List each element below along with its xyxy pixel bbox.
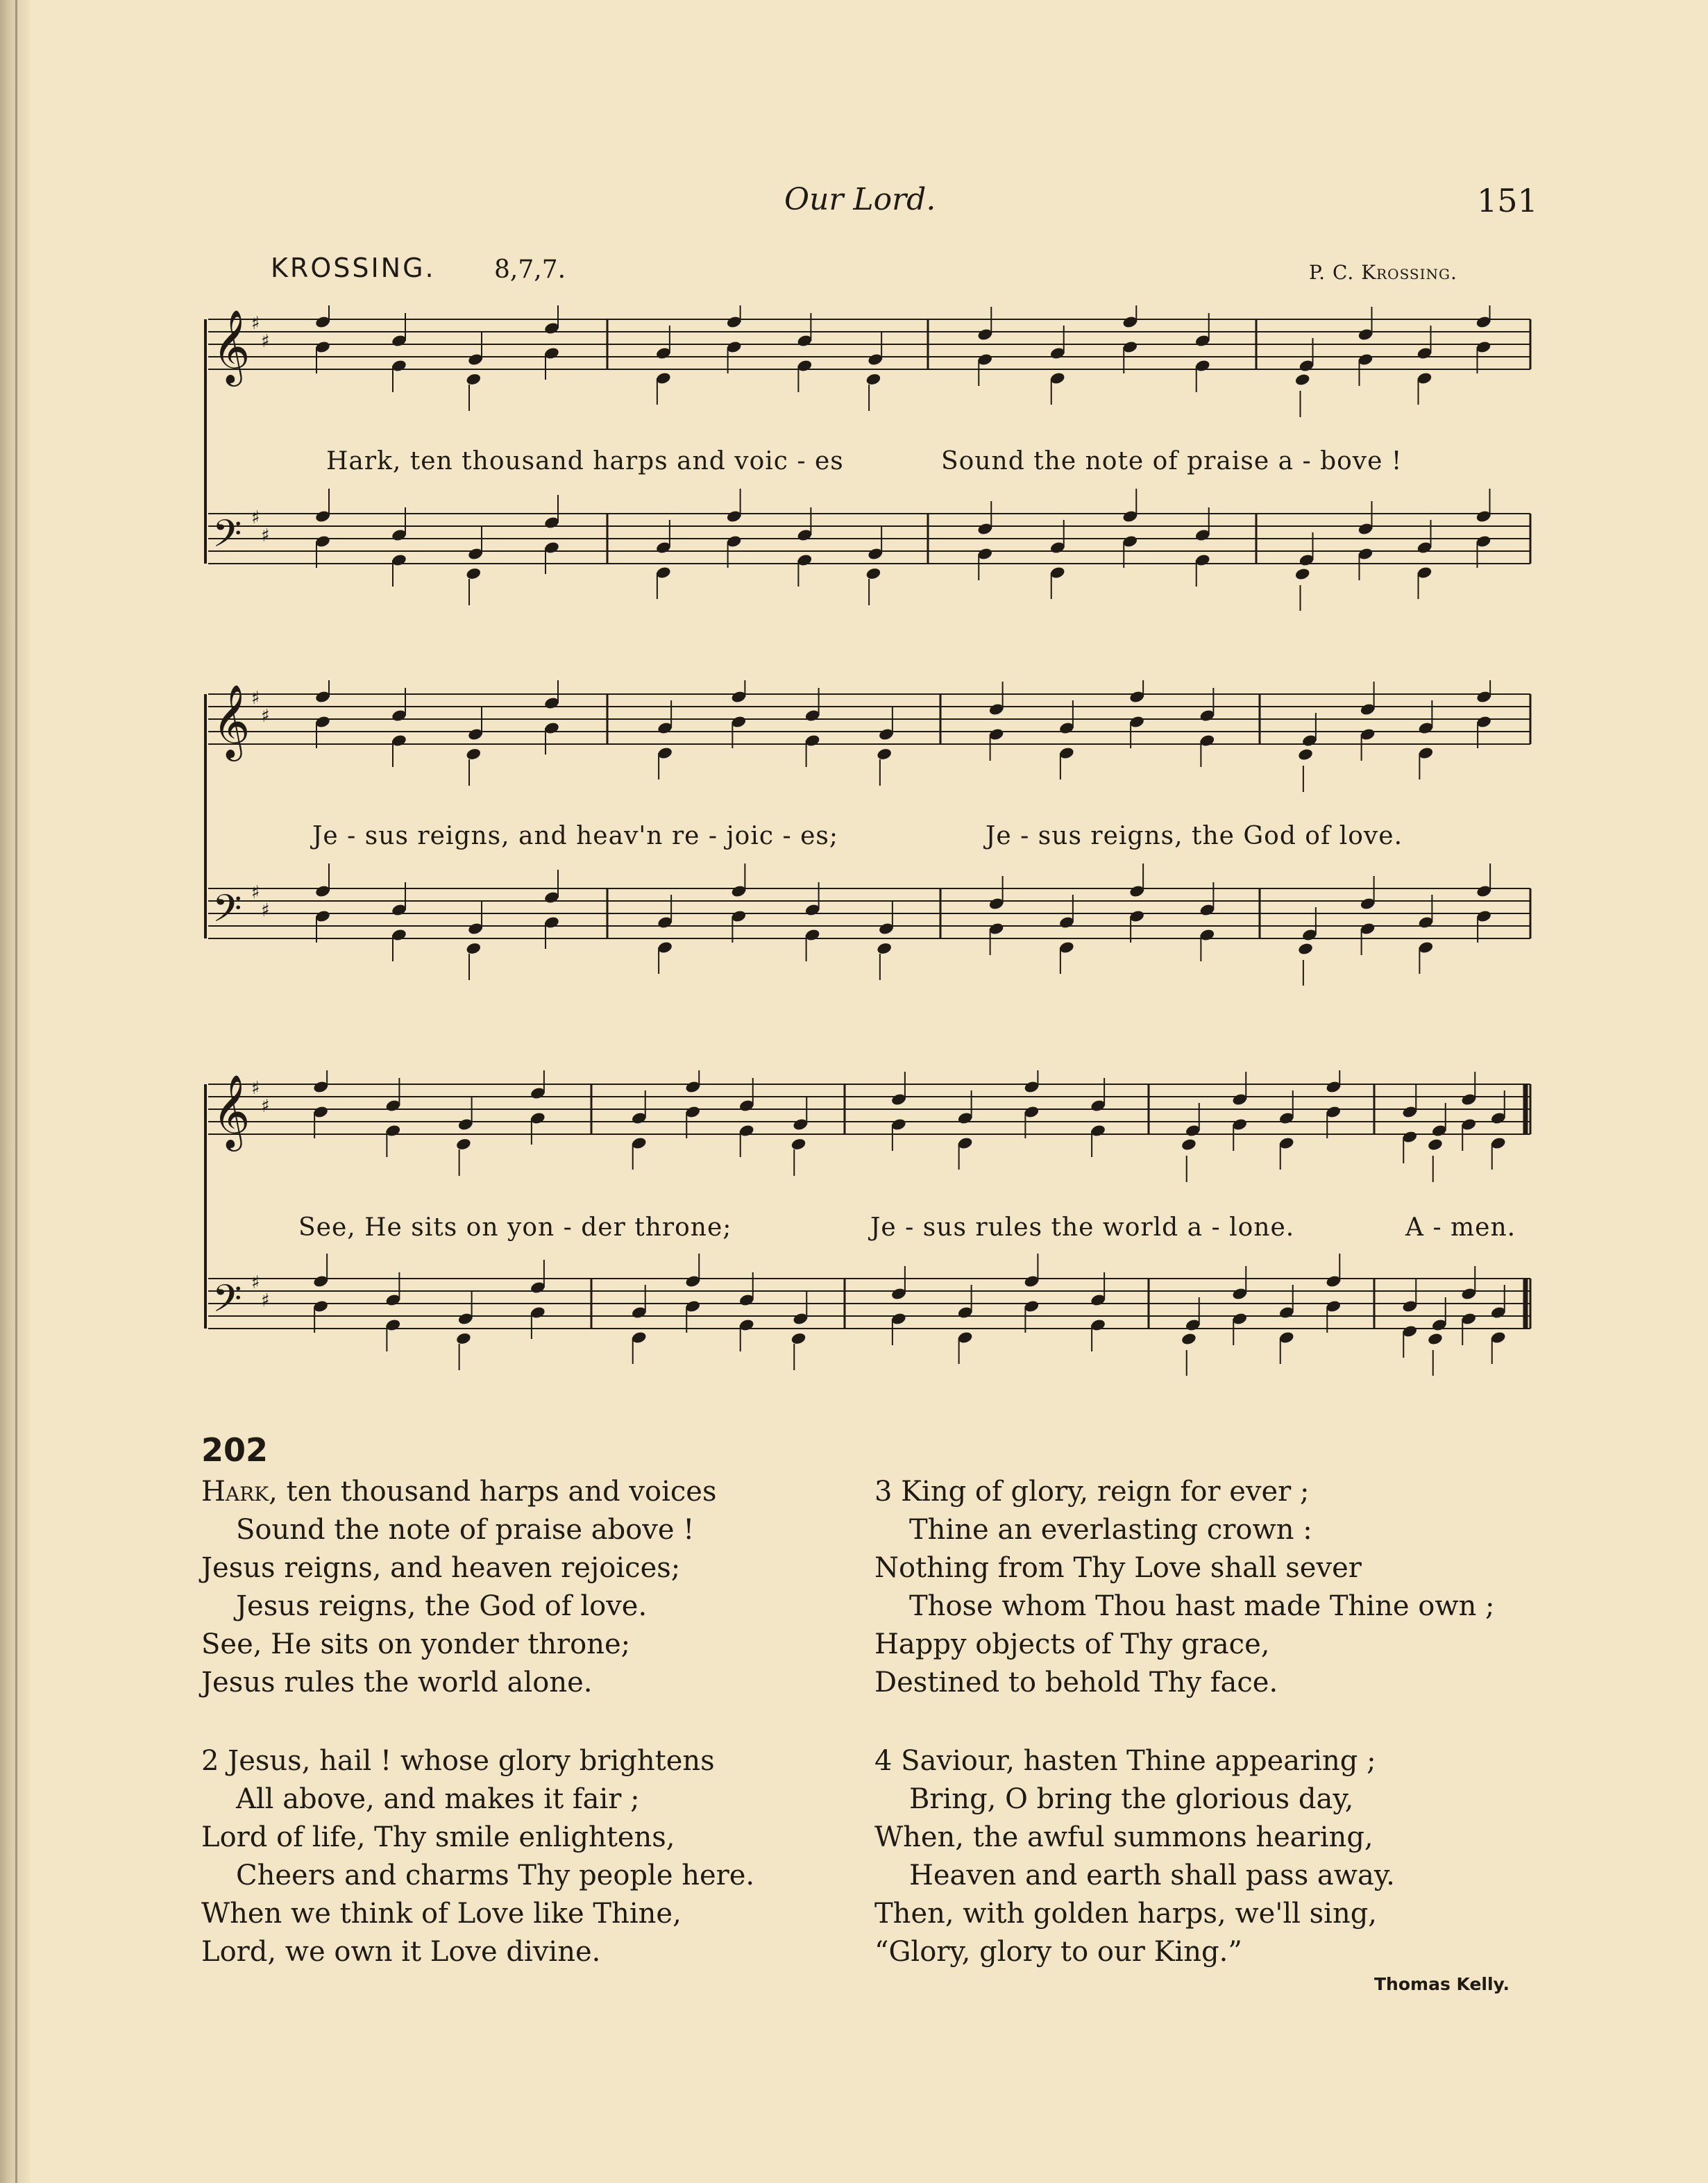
lyric-segment: A - men. [1405,1213,1516,1242]
verse-line: Those whom Thou hast made Thine own ; [909,1590,1495,1622]
verse-line: Lord, we own it Love divine. [201,1936,601,1968]
note-head [465,747,482,761]
lyric-segment: Je - sus rules the world a - lone. [870,1213,1295,1242]
music-system-3 [201,1070,1541,1376]
page-binding-edge [0,0,31,2183]
treble-clef-icon: 𝄞 [212,684,251,758]
verse-line: Happy objects of Thy grace, [874,1628,1270,1660]
lyric-segment: See, He sits on yon - der throne; [298,1213,732,1242]
note-head [1294,567,1311,581]
verse-column-left [201,1473,826,1971]
verse-first-word: Hark, [201,1476,278,1508]
sharp-icon: ♯ [261,706,270,727]
verse-line: 3 King of glory, reign for ever ; [874,1476,1310,1508]
note-head [790,1137,807,1151]
sharp-icon: ♯ [261,331,270,352]
sharp-icon: ♯ [251,313,260,334]
verse-line: 4 Saviour, hasten Thine appearing ; [874,1745,1376,1777]
sharp-icon: ♯ [261,900,270,921]
note-head [455,1331,472,1345]
page-number: 151 [1477,182,1538,219]
treble-clef-icon: 𝄞 [212,1074,251,1148]
lyric-segment: Sound the note of praise a - bove ! [941,447,1403,475]
tune-name: KROSSING. [271,253,436,283]
note-head [1297,748,1314,761]
verse-line-rest: ten thousand harps and voices [277,1476,717,1508]
hymn-number: 202 [201,1431,269,1469]
treble-clef-icon: 𝄞 [212,309,251,383]
verse-line: When we think of Love like Thine, [201,1898,682,1930]
verse-line: Jesus reigns, the God of love. [236,1590,648,1622]
note-head [1294,373,1311,387]
verse-line: Jesus reigns, and heaven rejoices; [201,1552,681,1584]
verse-line: When, the awful summons hearing, [874,1821,1373,1853]
verse-line: Heaven and earth shall pass away. [909,1860,1395,1891]
note-head [465,941,482,955]
composer-credit: P. C. Krossing. [1309,261,1457,284]
verse-line: Sound the note of praise above ! [236,1514,695,1546]
bass-clef-icon: 𝄢 [212,886,242,940]
note-head [876,747,893,761]
verse-line: Bring, O bring the glorious day, [909,1783,1354,1815]
author-credit: Thomas Kelly. [1374,1974,1510,1994]
verse-line: Then, with golden harps, we'll sing, [874,1898,1378,1930]
note-head [465,566,482,580]
verse-line: All above, and makes it fair ; [236,1783,640,1815]
verse-line: Jesus rules the world alone. [201,1667,593,1699]
sharp-icon: ♯ [251,688,260,709]
verse-line: Lord of life, Thy smile enlightens, [201,1821,675,1853]
verse-line: Nothing from Thy Love shall sever [874,1552,1362,1584]
note-head [1181,1332,1197,1346]
verse-line: See, He sits on yonder throne; [201,1628,631,1660]
lyric-segment: Hark, ten thousand harps and voic - es [326,447,844,475]
note-head [455,1137,472,1151]
lyric-segment: Je - sus reigns, the God of love. [986,822,1403,850]
sharp-icon: ♯ [261,525,270,546]
sharp-icon: ♯ [251,1078,260,1099]
note-head [1427,1332,1444,1346]
sharp-icon: ♯ [261,1096,270,1117]
note-head [1427,1138,1444,1152]
verse-line: 2 Jesus, hail ! whose glory brightens [201,1745,715,1777]
verse-line: Cheers and charms Thy people here. [236,1860,755,1891]
note-head [1297,942,1314,956]
verse-line: Thine an everlasting crown : [909,1514,1312,1546]
lyric-segment: Je - sus reigns, and heav'n re - joic - es; [312,822,838,850]
verse-line [201,1473,826,1511]
music-system-1 [201,305,1541,611]
verse-line: Destined to behold Thy face. [874,1667,1278,1699]
sharp-icon: ♯ [251,507,260,528]
bass-clef-icon: 𝄢 [212,512,242,565]
note-head [1181,1138,1197,1152]
verse-column-right [874,1473,1555,1971]
note-head [465,372,482,386]
music-system-2 [201,680,1541,986]
note-head [790,1331,807,1345]
sharp-icon: ♯ [251,1272,260,1293]
sharp-icon: ♯ [261,1290,270,1311]
note-head [876,941,893,955]
hymn-meter: 8,7,7. [494,255,566,284]
bass-clef-icon: 𝄢 [212,1276,242,1330]
note-head [865,566,882,580]
verse-line: “Glory, glory to our King.” [874,1936,1242,1968]
running-head: Our Lord. [784,182,936,217]
note-head [865,372,882,386]
sharp-icon: ♯ [251,882,260,903]
